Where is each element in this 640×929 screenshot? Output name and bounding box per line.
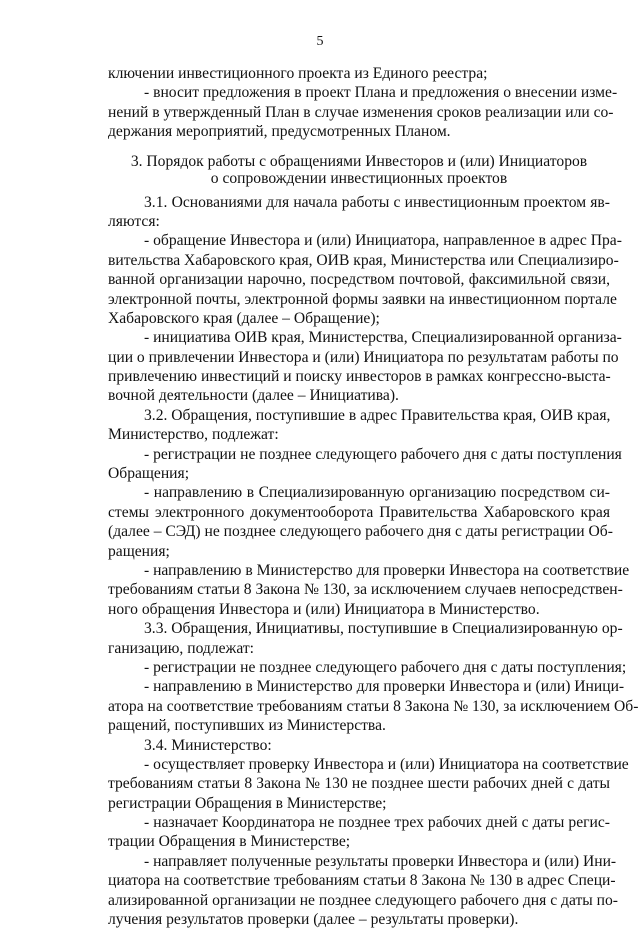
text-line: трации Обращения в Министерстве; [108,833,351,851]
text-line: ного обращения Инвестора и (или) Инициатора в Министерство. [108,600,540,618]
text-line: ляются: [108,212,160,230]
text-line: регистрации Обращения в Министерстве; [108,794,387,812]
paragraph [108,83,618,141]
text-line: - назначает Координатора не позднее трех рабочих дней с даты регис- [144,814,610,832]
paragraph [108,193,610,232]
text-line: (далее – СЭД) не позднее следующего рабочего дня с даты регистрации Об- [108,523,613,541]
paragraph [108,852,619,929]
paragraph [108,677,639,735]
text-line: ванной организации нарочно, посредством почтовой, факсимильной связи, [108,271,610,289]
document-body [108,64,639,929]
paragraph [108,445,622,484]
text-line: - направлению в Министерство для проверки Инвестора и (или) Иници- [144,678,625,696]
text-line: требованиям статьи 8 Закона № 130 не позднее шести рабочих дней с даты [108,775,610,793]
text-line: - направлению в Министерство для проверки Инвестора на соответствие [144,561,630,579]
paragraph [108,658,627,677]
text-line: лучения результатов проверки (далее – результаты проверки). [108,911,519,929]
page-number: 5 [316,34,324,49]
paragraph [108,736,610,755]
paragraph [108,231,622,328]
text-line: держания мероприятий, предусмотренных Планом. [108,123,451,141]
text-line: - регистрации не позднее следующего рабочего дня с даты поступления [144,445,622,463]
text-line: - осуществляет проверку Инвестора и (или) Инициатора на соответствие [144,755,629,773]
text-line: 3.1. Основаниями для начала работы с инвестиционным проектом яв- [144,193,610,211]
paragraph [108,813,610,852]
text-line: ращений, поступивших из Министерства. [108,717,386,735]
text-line: - направляет полученные результаты проверки Инвестора и (или) Ини- [144,852,617,870]
heading-line: 3. Порядок работы с обращениями Инвесторов и (или) Инициаторов [130,152,588,170]
text-line: электронной почты, электронной формы заявки на инвестиционном портале [108,290,617,308]
section-heading [108,153,610,187]
text-line: атора на соответствие требованиям статьи 8 Закона № 130, за исключением Об- [108,697,639,715]
text-line: - направлению в Специализированную организацию посредством си- [144,484,610,502]
text-line: 3.2. Обращения, поступившие в адрес Правительства края, ОИВ края, [144,406,611,424]
text-line: ганизацию, подлежат: [108,639,254,657]
paragraphs-before [108,64,618,142]
text-line: вительства Хабаровского края, ОИВ края, Министерства или Специализиро- [108,251,619,269]
text-line: требованиям статьи 8 Закона № 130, за исключением случаев непосредствен- [108,581,623,599]
text-line: привлечению инвестиций и поиску инвесторов в рамках конгрессно-выста- [108,368,611,386]
text-line: вочной деятельности (далее – Инициатива). [108,387,399,405]
text-line: - вносит предложения в проект Плана и предложения о внесении изме- [144,84,618,102]
text-line: ции о привлечении Инвестора и (или) Инициатора по результатам работы по [108,348,619,366]
heading-line: о сопровождении инвестиционных проектов [210,169,508,187]
paragraph [108,483,613,561]
text-line: циатора на соответствие требованиям статьи 8 Закона № 130 в адрес Специ- [108,872,616,890]
text-line: нений в утвержденный План в случае изменения сроков реализации или со- [108,103,614,121]
text-line: ращения; [108,542,170,560]
text-line: - инициатива ОИВ края, Министерства, Специализированной организа- [144,329,622,347]
paragraphs-after [108,193,639,929]
text-line: 3.3. Обращения, Инициативы, поступившие в Специализированную ор- [144,620,623,638]
text-line: Министерство, подлежат: [108,426,279,444]
text-line: 3.4. Министерство: [144,736,272,754]
paragraph [108,755,629,813]
paragraph [108,328,622,406]
paragraph [108,619,623,658]
text-line: Хабаровского края (далее – Обращение); [108,309,380,327]
paragraph [108,406,610,445]
text-line: ключении инвестиционного проекта из Единого реестра; [108,65,488,82]
text-line: - обращение Инвестора и (или) Инициатора, направленное в адрес Пра- [144,232,622,250]
text-line: Обращения; [108,465,190,483]
text-line: ализированной организации не позднее следующего рабочего дня с даты по- [108,891,619,909]
text-line: - регистрации не позднее следующего рабочего дня с даты поступления; [144,658,627,676]
paragraph [108,561,630,619]
paragraph [108,64,610,83]
text-line: стемы электронного документооборота Правительства Хабаровского края [108,503,610,521]
